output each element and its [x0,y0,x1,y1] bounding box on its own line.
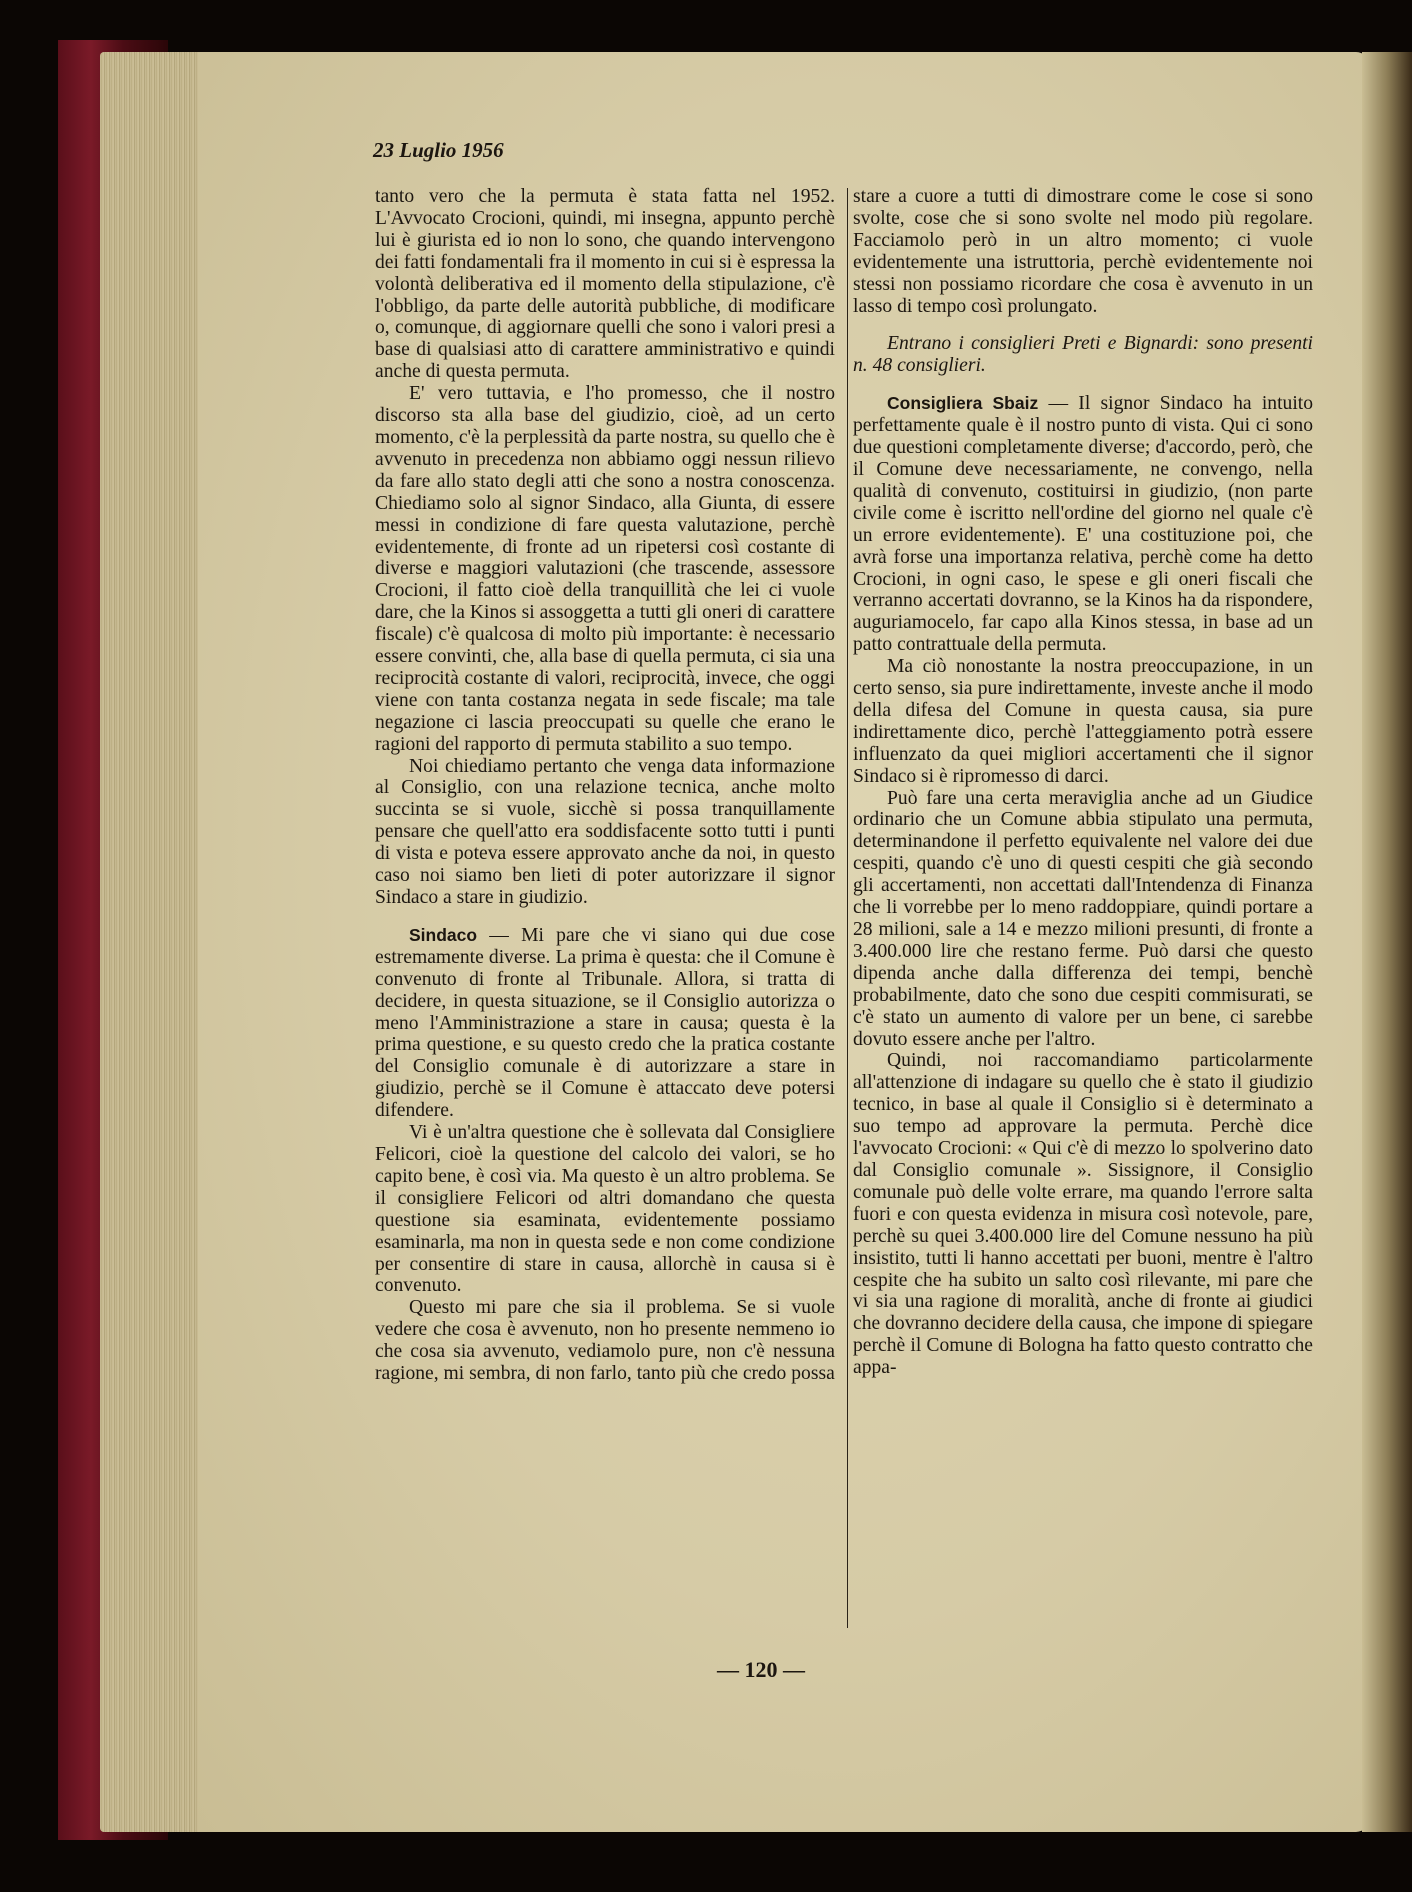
speech-text: — Il signor Sindaco ha intuito perfettamente quale è il nostro punto di vista. Qui ci sono due questioni completamente diverse; d'accordo, però, che il Comune deve necessariamente, ne convengo, nella qualità di convenuto, costituirsi in giudizio, (non parte civile come è iscritto nell'ordine del giorno nel quale c'è un errore evidentemente). E' una costituzione poi, che avrà forse una importanza relativa, perchè come ha detto Crocioni, in ogni caso, le spese e gli oneri fiscali che verranno accertati dovranno, se la Kinos ha da rispondere, auguriamocelo, far capo alla Kinos stessa, in base ad un patto contrattuale della permuta. [853,393,1313,656]
paragraph: E' vero tuttavia, e l'ho promesso, che il nostro discorso sta alla base del giudizio, cioè, ad un certo momento, c'è la perplessità da parte nostra, su quello che è avvenuto in precedenza non abbiamo oggi nessun rilievo da fare allo stato degli atti che sono a nostra conoscenza. Chiediamo solo al signor Sindaco, alla Giunta, di essere messi in condizione di fare questa valutazione, perchè evidentemente, di fronte ad un ripetersi così costante di diverse e maggiori valutazioni (che trascende, assessore Crocioni, il fatto cioè della tranquillità che lei ci vuole dare, che la Kinos si assoggetta a tutti gli oneri di carattere fiscale) c'è qualcosa di molto più importante: è necessario essere convinti, che, alla base di quella permuta, ci sia una reciprocità costante di valori, reciprocità, invece, che oggi viene con tanta costanza negata in sede fiscale; ma tale negazione ci lascia preoccupati su quelle che erano le ragioni del rapporto di permuta stabilito a suo tempo. [375,383,835,755]
right-column [853,186,1313,1379]
speaker-name: Consigliera Sbaiz [887,393,1039,414]
paragraph: Questo mi pare che sia il problema. Se si vuole vedere che cosa è avvenuto, non ho presente nemmeno io che cosa sia avvenuto, vediamolo pure, non c'è nessuna ragione, mi sembra, di non farlo, tanto più che credo possa [375,1297,835,1385]
speaker-name: Sindaco [409,924,478,945]
paragraph: Vi è un'altra questione che è sollevata dal Consigliere Felicori, cioè la questione del calcolo dei valori, se ho capito bene, è così via. Ma questo è un altro problema. Se il consigliere Felicori od altri domandano che questa questione sia esaminata, evidentemente possiamo esaminarla, ma non in questa sede e non come condizione per consentire di stare in causa, allorchè in causa si è convenuto. [375,1122,835,1297]
speech-paragraph [375,925,835,1122]
paragraph: tanto vero che la permuta è stata fatta nel 1952. L'Avvocato Crocioni, quindi, mi insegna, appunto perchè lui è giurista ed io non lo sono, che quando intervengono dei fatti fondamentali fra il momento in cui si è espressa la volontà deliberativa ed il momento della stipulazione, c'è l'obbligo, da parte delle autorità pubbliche, di modificare o, comunque, di aggiornare quelli che sono i valori presi a base di qualsiasi atto di carattere amministrativo e quindi anche di questa permuta. [375,186,835,383]
facing-page-edge [1362,52,1412,1832]
page-number [0,1657,1412,1683]
page-header-date: 23 Luglio 1956 [373,138,504,162]
paragraph: Ma ciò nonostante la nostra preoccupazione, in un certo senso, sia pure indirettamente, investe anche il modo della difesa del Comune in questa causa, sia pure indirettamente dico, perchè l'atteggiamento potrà essere influenzato da quei migliori accertamenti che il signor Sindaco si è ripromesso di darci. [853,656,1313,787]
speech-paragraph [853,393,1313,656]
session-note: Entrano i consiglieri Preti e Bignardi: sono presenti n. 48 consiglieri. [853,333,1313,377]
paragraph: stare a cuore a tutti di dimostrare come le cose si sono svolte, cose che si sono svolte nel modo più regolare. Facciamolo però in un altro momento; ci vuole evidentemente una istruttoria, perchè evidentemente noi stessi non possiamo ricordare che cosa è avvenuto in un lasso di tempo così prolungato. [853,186,1313,317]
paragraph: Noi chiediamo pertanto che venga data informazione al Consiglio, con una relazione tecnica, anche molto succinta se si vuole, sicchè si possa tranquillamente pensare che quell'atto era soddisfacente sotto tutti i punti di vista e poteva essere approvato anche da noi, in questo caso noi siamo ben lieti di poter autorizzare il signor Sindaco a stare in giudizio. [375,755,835,908]
paragraph: Quindi, noi raccomandiamo particolarmente all'attenzione di indagare su quello che è stato il giudizio tecnico, in base al quale il Consiglio si è determinato a suo tempo ad approvare la permuta. Perchè dice l'avvocato Crocioni: « Qui c'è di mezzo lo spolverino dato dal Consiglio comunale ». Sissignore, il Consiglio comunale può delle volte errare, ma quando l'errore salta fuori e con questa evidenza in misura così notevole, pare, perchè su quei 3.400.000 lire del Comune nessuno ha più insistito, tutti li hanno accettati per buoni, mentre è l'altro cespite che ha subito un salto così rilevante, mi pare che vi sia una ragione di moralità, anche di fronte ai giudici che dovranno decidere della causa, che impone di spiegare perchè il Comune di Bologna ha fatto questo contratto che appa- [853,1050,1313,1379]
paragraph: Può fare una certa meraviglia anche ad un Giudice ordinario che un Comune abbia stipulato una permuta, determinandone il perfetto equivalente nel valore dei due cespiti, quando c'è uno di questi cespiti che già secondo gli accertamenti, non accettati dall'Intendenza di Finanza che li vorrebbe per lo meno raddoppiare, quindi portare a 28 milioni, sale a 14 e mezzo milioni presunti, di fronte a 3.400.000 lire che restano ferme. Può darsi che questo dipenda anche dalla differenza dei tempi, benchè probabilmente, dato che sono due cespiti commisurati, se c'è stato un aumento di valore per un bene, ci sarebbe dovuto essere anche per l'altro. [853,787,1313,1050]
page-edges [100,52,210,1832]
speech-text: — Mi pare che vi siano qui due cose estremamente diverse. La prima è questa: che il Comune è convenuto di fronte al Tribunale. Allora, si tratta di decidere, in questa situazione, se il Consiglio autorizza o meno l'Amministrazione a stare in causa; questa è la prima questione, e su questo credo che la pratica costante del Consiglio comunale è di autorizzare a stare in giudizio, perchè se il Comune è attaccato deve potersi difendere. [375,924,835,1122]
page-number-text: — 120 — [717,1657,805,1682]
left-column [375,186,835,1385]
column-divider [847,188,848,1628]
